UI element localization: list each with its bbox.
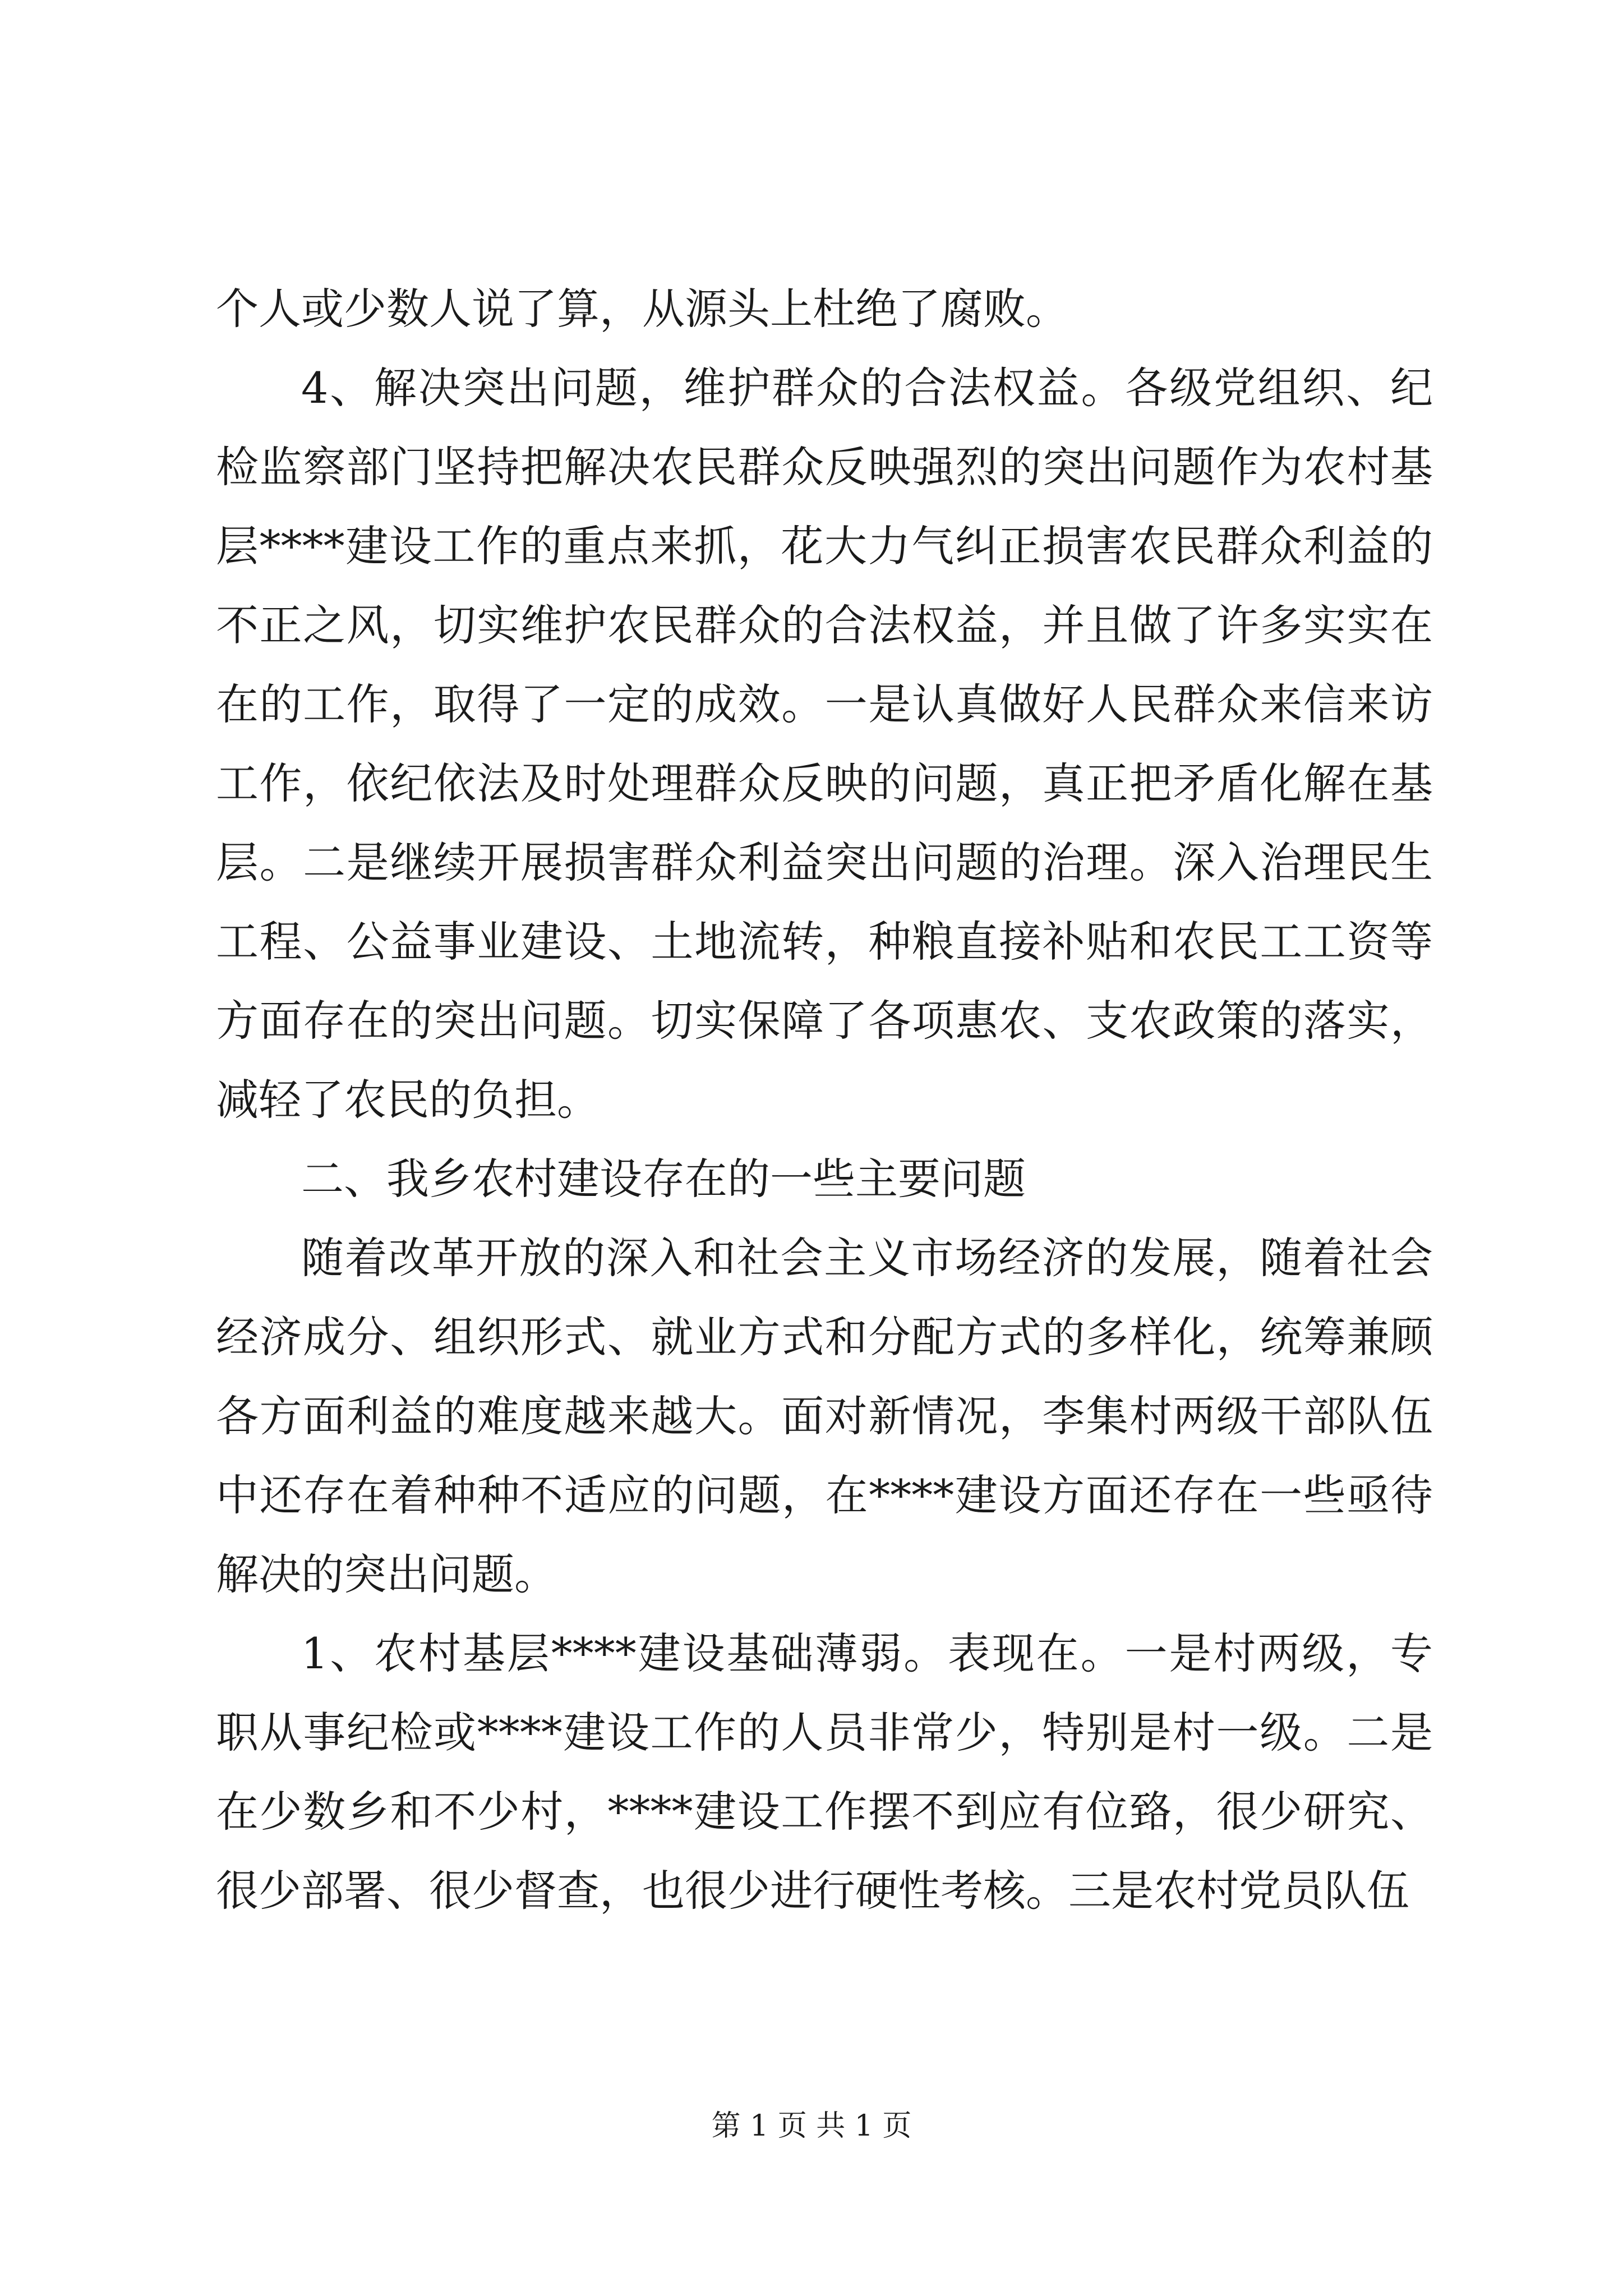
paragraph-4: 1、农村基层****建设基础薄弱。表现在。一是村两级，专职从事纪检或****建设工作的人员非常少，特别是村一级。二是在少数乡和不少村，****建设工作摆不到应有位臵，很少研究、很少部署、很少督查，也很少进行硬性考核。三是农村党员队伍 <box>216 1628 1433 1916</box>
paragraph-1: 个人或少数人说了算，从源头上杜绝了腐败。 <box>216 284 1068 334</box>
paragraph-3: 随着改革开放的深入和社会主义市场经济的发展，随着社会经济成分、组织形式、就业方式和分配方式的多样化，统筹兼顾各方面利益的难度越来越大。面对新情况，李集村两级干部队伍中还存在着种种不适应的问题，在****建设方面还存在一些亟待解决的突出问题。 <box>216 1233 1433 1599</box>
paragraph-2: 4、解决突出问题，维护群众的合法权益。各级党组织、纪检监察部门坚持把解决农民群众反映强烈的突出问题作为农村基层****建设工作的重点来抓，花大力气纠正损害农民群众利益的不正之风，切实维护农民群众的合法权益，并且做了许多实实在在的工作，取得了一定的成效。一是认真做好人民群众来信来访工作，依纪依法及时处理群众反映的问题，真正把矛盾化解在基层。二是继续开展损害群众利益突出问题的治理。深入治理民生工程、公益事业建设、土地流转，种粮直接补贴和农民工工资等方面存在的突出问题。切实保障了各项惠农、支农政策的落实，减轻了农民的负担。 <box>216 363 1433 1125</box>
document-body <box>216 269 1433 1930</box>
page-footer: 第 1 页 共 1 页 <box>711 2109 912 2143</box>
section-heading: 二、我乡农村建设存在的一些主要问题 <box>301 1154 1026 1204</box>
